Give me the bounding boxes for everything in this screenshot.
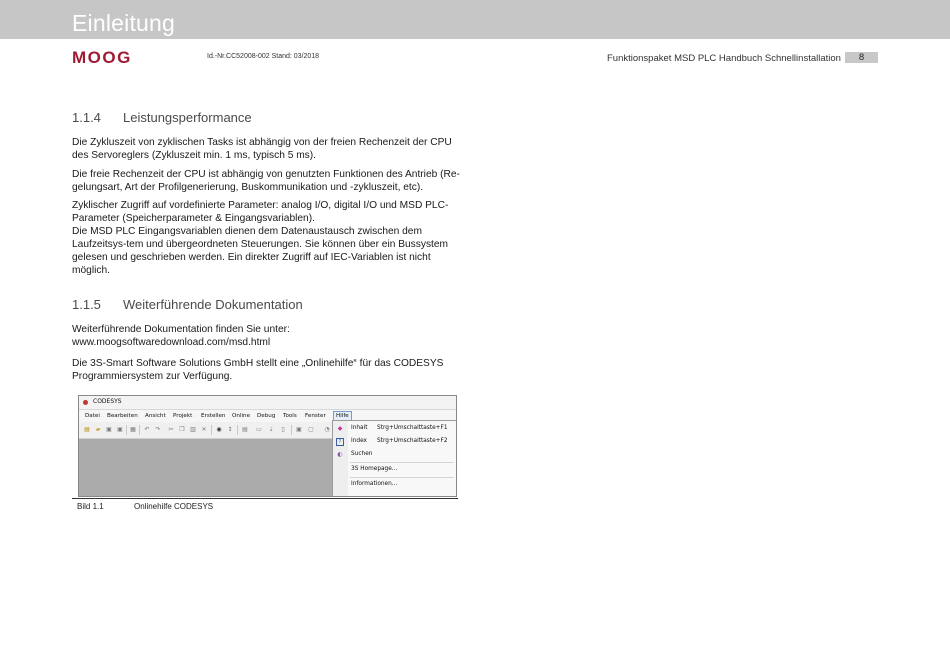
- menu-projekt[interactable]: Projekt: [173, 413, 193, 419]
- chapter-title: Einleitung: [72, 10, 176, 36]
- moog-logo: [72, 48, 154, 66]
- toolbar-separator: [139, 425, 140, 435]
- menu-item-index[interactable]: Index: [351, 438, 367, 444]
- build-icon[interactable]: ▤: [242, 426, 248, 433]
- figure-rule: [72, 498, 458, 499]
- login-icon[interactable]: ▯: [281, 426, 285, 433]
- menu-datei[interactable]: Datei: [85, 413, 100, 419]
- download-link[interactable]: www.moogsoftwaredownload.com/msd.html: [72, 337, 271, 348]
- figure-caption: Onlinehilfe CODESYS: [134, 502, 214, 511]
- save-icon[interactable]: ▣: [106, 426, 112, 433]
- menu-icon-gutter: [333, 421, 348, 497]
- document-id: Id.-Nr.CC52008-002 Stand: 03/2018: [207, 53, 320, 60]
- section-title: Leistungsperformance: [123, 110, 252, 125]
- section-number: 1.1.5: [72, 297, 101, 312]
- paragraph: Weiterführende Dokumentation finden Sie unter: www.moogsoftwaredownload.com/msd.html: [72, 323, 462, 349]
- svg-text:MOOG: MOOG: [72, 48, 132, 66]
- chapter-banner: [0, 0, 950, 39]
- print-icon[interactable]: ▦: [130, 426, 136, 433]
- page-number: 8: [845, 52, 878, 63]
- download-icon[interactable]: ⇣: [268, 426, 274, 433]
- paragraph: Die freie Rechenzeit der CPU ist abhängig von genutzten Funktionen des Antrieb (Re- gelungsart, Art der Profilgenerierung, Buskommunikation und -zykluszeit, etc).: [72, 169, 460, 193]
- handbook-title: Funktionspaket MSD PLC Handbuch Schnellinstallation: [607, 53, 841, 64]
- undo-icon[interactable]: ↶: [144, 426, 150, 433]
- cut-icon[interactable]: ✂: [168, 426, 174, 433]
- menu-bearbeiten[interactable]: Bearbeiten: [107, 413, 138, 419]
- codesys-app-icon: [83, 400, 88, 405]
- reset-icon[interactable]: ◔: [324, 426, 330, 433]
- toolbar-separator: [126, 425, 127, 435]
- new-file-icon[interactable]: ▤: [84, 426, 90, 433]
- redo-icon[interactable]: ↷: [155, 426, 161, 433]
- paragraph: Die Zykluszeit von zyklischen Tasks ist abhängig von der freien Rechenzeit der CPU des Servoreglers (Zykluszeit min. 1 ms, typisch 5 ms).: [72, 137, 452, 161]
- window-title: CODESYS: [93, 398, 122, 405]
- menu-separator: [350, 462, 454, 463]
- replace-icon[interactable]: ↕: [227, 426, 233, 433]
- copy-icon[interactable]: ❐: [179, 426, 185, 433]
- section-heading-documentation: [72, 297, 303, 312]
- section-heading-performance: [72, 110, 252, 125]
- menu-erstellen[interactable]: Erstellen: [201, 413, 226, 419]
- menu-ansicht[interactable]: Ansicht: [145, 413, 166, 419]
- window-titlebar: [79, 396, 456, 410]
- codesys-screenshot: [78, 395, 457, 497]
- shortcut-label: Strg+Umschalttaste+F2: [377, 438, 448, 444]
- figure-number: Bild 1.1: [77, 502, 104, 511]
- search-icon: ◐: [337, 451, 343, 458]
- menu-item-homepage[interactable]: 3S Homepage...: [351, 466, 398, 472]
- paragraph: Zyklischer Zugriff auf vordefinierte Parameter: analog I/O, digital I/O und MSD PLC- Parameter (Speicherparameter & Eingangsvariablen). Die MSD PLC Eingangsvariablen dienen dem Datenaustausch zwischen dem Laufzeitsys-tem und übergeordneten Steuerungen. Sie können über ein Bussystem gelesen und geschrieben werden. Ein direkter Zugriff auf IEC-Variablen ist nicht möglich.: [72, 200, 449, 276]
- menu-item-informationen[interactable]: Informationen...: [351, 481, 398, 487]
- paste-icon[interactable]: ▥: [190, 426, 196, 433]
- dropdown-icon[interactable]: ▭: [256, 426, 262, 433]
- section-number: 1.1.4: [72, 110, 101, 125]
- help-index-icon: ?: [336, 438, 344, 446]
- book-icon: ◆: [337, 425, 343, 432]
- menu-item-suchen[interactable]: Suchen: [351, 451, 373, 457]
- menu-debug[interactable]: Debug: [257, 413, 276, 419]
- menu-tools[interactable]: Tools: [283, 413, 297, 419]
- help-dropdown-menu: [332, 420, 457, 497]
- shortcut-label: Strg+Umschalttaste+F1: [377, 425, 448, 431]
- delete-icon[interactable]: ✕: [201, 426, 207, 433]
- menu-hilfe[interactable]: Hilfe: [333, 411, 352, 423]
- menu-online[interactable]: Online: [232, 413, 251, 419]
- toolbar-separator: [291, 425, 292, 435]
- toolbar-separator: [211, 425, 212, 435]
- menu-separator: [350, 477, 454, 478]
- open-folder-icon[interactable]: ▰: [95, 426, 101, 433]
- paragraph: Die 3S-Smart Software Solutions GmbH stellt eine „Onlinehilfe“ für das CODESYS Programmiersystem zur Verfügung.: [72, 358, 444, 382]
- stop-icon[interactable]: ▢: [308, 426, 314, 433]
- save-all-icon[interactable]: ▣: [117, 426, 123, 433]
- section-title: Weiterführende Dokumentation: [123, 297, 303, 312]
- menu-fenster[interactable]: Fenster: [305, 413, 326, 419]
- find-icon[interactable]: ◉: [216, 426, 222, 433]
- toolbar-separator: [237, 425, 238, 435]
- menu-item-inhalt[interactable]: Inhalt: [351, 425, 368, 431]
- run-icon[interactable]: ▣: [296, 426, 302, 433]
